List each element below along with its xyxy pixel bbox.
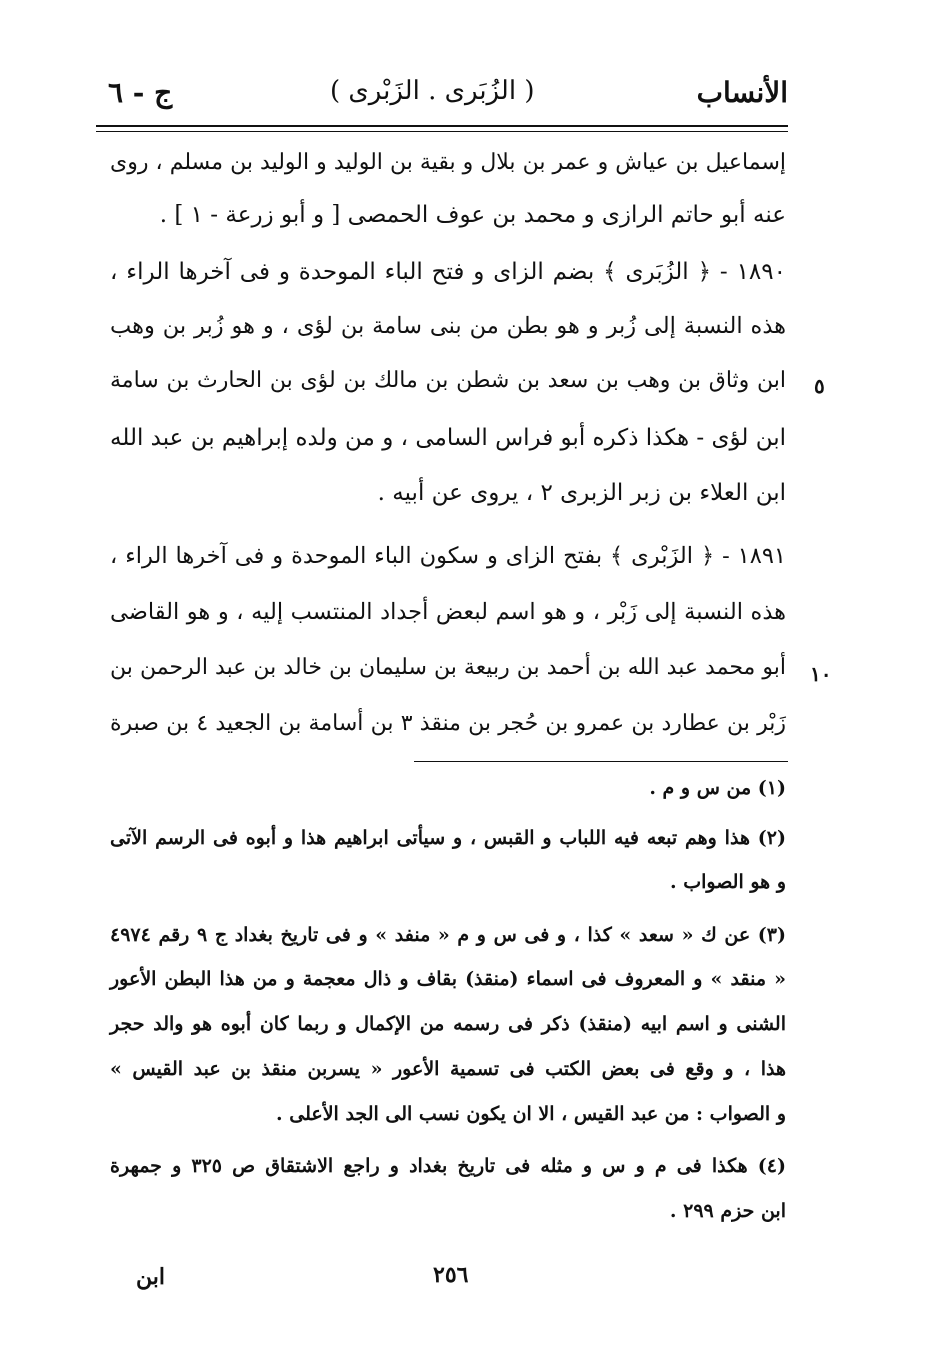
footnote-1: (١) من س و م . xyxy=(649,777,786,799)
running-head-section-title: ( الزُبَرى . الزَبْرى ) xyxy=(330,76,535,106)
catchword: ابن xyxy=(136,1264,165,1290)
footnote-3-cont: الشنى و اسم ابيه (منقذ) ذكر فى رسمه من الإكمال و ربما كان أبوه هو والد حجر xyxy=(110,1013,786,1035)
footnote-3: (٣) عن ك « سعد » كذا ، و فى س و م « منفد » و فى تاريخ بغداد ج ٩ رقم ٤٩٧٤ xyxy=(110,924,786,946)
body-line: ابن وثاق بن وهب بن سعد بن شطن بن مالك بن لؤى بن الحارث بن سامة xyxy=(110,368,786,393)
footnote-3-cont: « منقد » و المعروف فى اسماء (منقذ) بقاف و ذال معجمة و من هذا البطن الأعور xyxy=(110,968,786,990)
running-head-book-title: الأنساب xyxy=(696,76,788,109)
footnote-rule xyxy=(414,761,788,762)
body-line: إسماعيل بن عياش و عمر بن بلال و بقية بن الوليد و الوليد بن مسلم ، روى xyxy=(110,150,786,175)
header-rule-thin xyxy=(96,131,788,132)
footnote-4: (٤) هكذا فى م و س و مثله فى تاريخ بغداد و راجع الاشتقاق ص ٣٢٥ و جمهرة xyxy=(110,1155,786,1177)
header-rule-thick xyxy=(96,125,788,127)
body-line: عنه أبو حاتم الرازى و محمد بن عوف الحمصى [ و أبو زرعة - ١ ] . xyxy=(159,202,786,228)
footnote-4-cont: ابن حزم ٢٩٩ . xyxy=(669,1200,786,1222)
entry-heading-1890: ١٨٩٠ - ﴿ الزُبَرى ﴾ بضم الزاى و فتح الباء الموحدة و فى آخرها الراء ، xyxy=(110,259,786,285)
page-number: ٢٥٦ xyxy=(433,1262,469,1288)
running-head-volume: ج - ٦ xyxy=(108,76,173,109)
body-line: ابن لؤى - هكذا ذكره أبو فراس السامى ، و من ولده إبراهيم بن عبد الله xyxy=(110,425,786,451)
body-line: ابن العلاء بن زبر الزبرى ٢ ، يروى عن أبيه . xyxy=(377,480,786,506)
body-line: هذه النسبة إلى زُبر و هو بطن من بنى سامة بن لؤى ، و هو زُبر بن وهب xyxy=(110,313,786,339)
footnote-3-cont: و الصواب : من عبد القيس ، الا ان يكون نسب الى الجد الأعلى . xyxy=(276,1103,786,1125)
footnote-2: (٢) هذا وهم تبعه فيه اللباب و القبس ، و سيأتى ابراهيم هذا و أبوه فى الرسم الآتى xyxy=(110,827,786,849)
body-line: هذه النسبة إلى زَبْر ، و هو اسم لبعض أجداد المنتسب إليه ، و هو القاضى xyxy=(110,599,786,625)
entry-heading-1891: ١٨٩١ - ﴿ الزَبْرى ﴾ بفتح الزاى و سكون الباء الموحدة و فى آخرها الراء ، xyxy=(110,543,786,569)
line-number-10: ١٠ xyxy=(810,662,832,686)
line-number-5: ٥ xyxy=(814,374,825,398)
footnote-3-cont: هذا ، و وقع فى بعض الكتب فى تسمية الأعور « يسربن منقذ بن عبد القيس » xyxy=(110,1058,786,1080)
footnote-2-cont: و هو الصواب . xyxy=(670,871,786,893)
body-line: أبو محمد عبد الله بن أحمد بن ربيعة بن سليمان بن خالد بن عبد الرحمن بن xyxy=(110,655,786,680)
body-line: زَبْر بن عطارد بن عمرو بن حُجر بن منقذ ٣ بن أسامة بن الجعيد ٤ بن صبرة xyxy=(110,711,787,736)
